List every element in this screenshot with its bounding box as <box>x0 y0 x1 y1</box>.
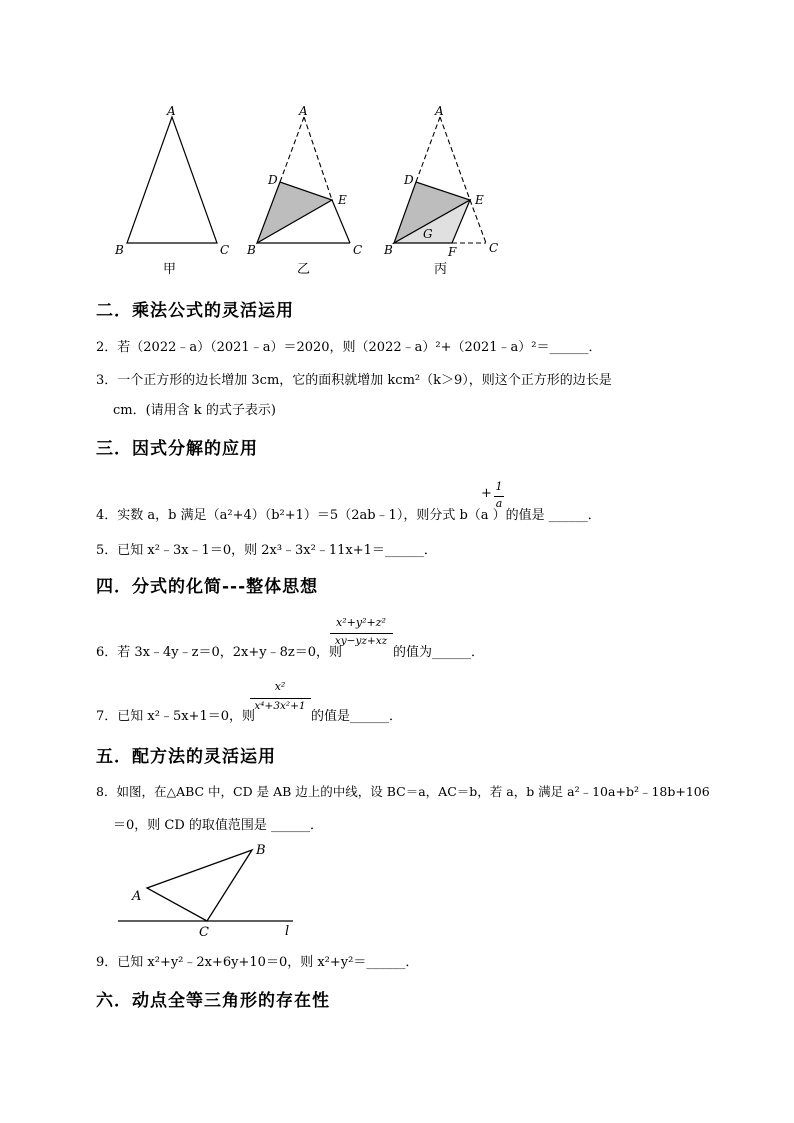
figure-q8 <box>110 838 310 943</box>
label-C: C <box>220 243 230 257</box>
label-C: C <box>353 243 363 257</box>
label-G: G <box>423 227 433 241</box>
label-A: A <box>299 104 308 118</box>
q4-plus: + <box>481 486 492 501</box>
label-D: D <box>268 173 278 187</box>
label-C: C <box>489 241 499 255</box>
question-6: 6．若 3x﹣4y﹣z＝0，2x+y﹣8z＝0，则 <box>96 645 342 660</box>
section-heading-5: 五．配方法的灵活运用 <box>96 747 276 767</box>
label-E: E <box>338 193 347 207</box>
section-heading-4: 四．分式的化简---整体思想 <box>96 577 319 597</box>
q7-frac-num: x² <box>274 680 286 693</box>
label-D: D <box>404 173 414 187</box>
figure-jia <box>114 104 229 277</box>
label-A: A <box>132 889 142 904</box>
question-7: 7．已知 x²﹣5x+1＝0，则 <box>96 709 255 724</box>
question-5: 5．已知 x²﹣3x﹣1＝0，则 2x³﹣3x²﹣11x+1＝______． <box>96 543 437 558</box>
q7-frac-bar <box>250 698 311 699</box>
q6-frac-num: x²+y²+z² <box>336 616 386 629</box>
label-A: A <box>435 104 444 118</box>
section-heading-3: 三．因式分解的应用 <box>96 439 258 459</box>
triangle-figures <box>100 95 520 285</box>
q4-frac-num: 1 <box>495 480 503 493</box>
section-heading-6: 六．动点全等三角形的存在性 <box>96 991 330 1011</box>
question-7-tail: 的值是______． <box>311 709 403 724</box>
question-6-tail: 的值为______． <box>393 645 485 660</box>
caption-jia: 甲 <box>163 262 177 277</box>
section-heading-2: 二．乘法公式的灵活运用 <box>96 301 294 321</box>
q7-frac-den: x⁴+3x²+1 <box>254 700 306 712</box>
q6-frac-bar <box>330 633 393 634</box>
label-A: A <box>167 104 176 118</box>
question-8-line1: 8．如图，在△ABC 中，CD 是 AB 边上的中线，设 BC＝a，AC＝b，若 a，b 满足 a²﹣10a+b²﹣18b+106 <box>96 784 710 799</box>
question-4: 4．实数 a，b 满足（a²+4）（b²+1）＝5（2ab﹣1），则分式 b（a ）的值是 ______． <box>96 508 601 523</box>
figure-bing <box>383 104 498 277</box>
question-9: 9．已知 x²+y²﹣2x+6y+10＝0，则 x²+y²＝______． <box>96 955 419 970</box>
q4-frac-den: a <box>495 497 503 510</box>
label-B: B <box>247 243 256 257</box>
label-C: C <box>199 925 209 940</box>
figure-yi <box>246 104 362 277</box>
label-E: E <box>475 193 484 207</box>
label-B: B <box>256 843 266 858</box>
label-l: l <box>285 924 290 939</box>
label-F: F <box>448 245 457 259</box>
caption-yi: 乙 <box>297 262 311 277</box>
question-8-line2: ＝0，则 CD 的取值范围是 ______． <box>113 818 324 833</box>
label-B: B <box>115 243 124 257</box>
question-3-line2: cm．(请用含 k 的式子表示) <box>113 403 276 418</box>
question-2: 2．若（2022﹣a）（2021﹣a）＝2020，则（2022﹣a）²+（2021﹣a）²＝______． <box>96 340 602 355</box>
q6-frac-den: xy−yz+xz <box>334 635 388 647</box>
caption-bing: 丙 <box>434 262 448 277</box>
question-3-line1: 3．一个正方形的边长增加 3cm，它的面积就增加 kcm²（k＞9），则这个正方形的边长是 <box>96 373 612 388</box>
label-B: B <box>384 243 393 257</box>
